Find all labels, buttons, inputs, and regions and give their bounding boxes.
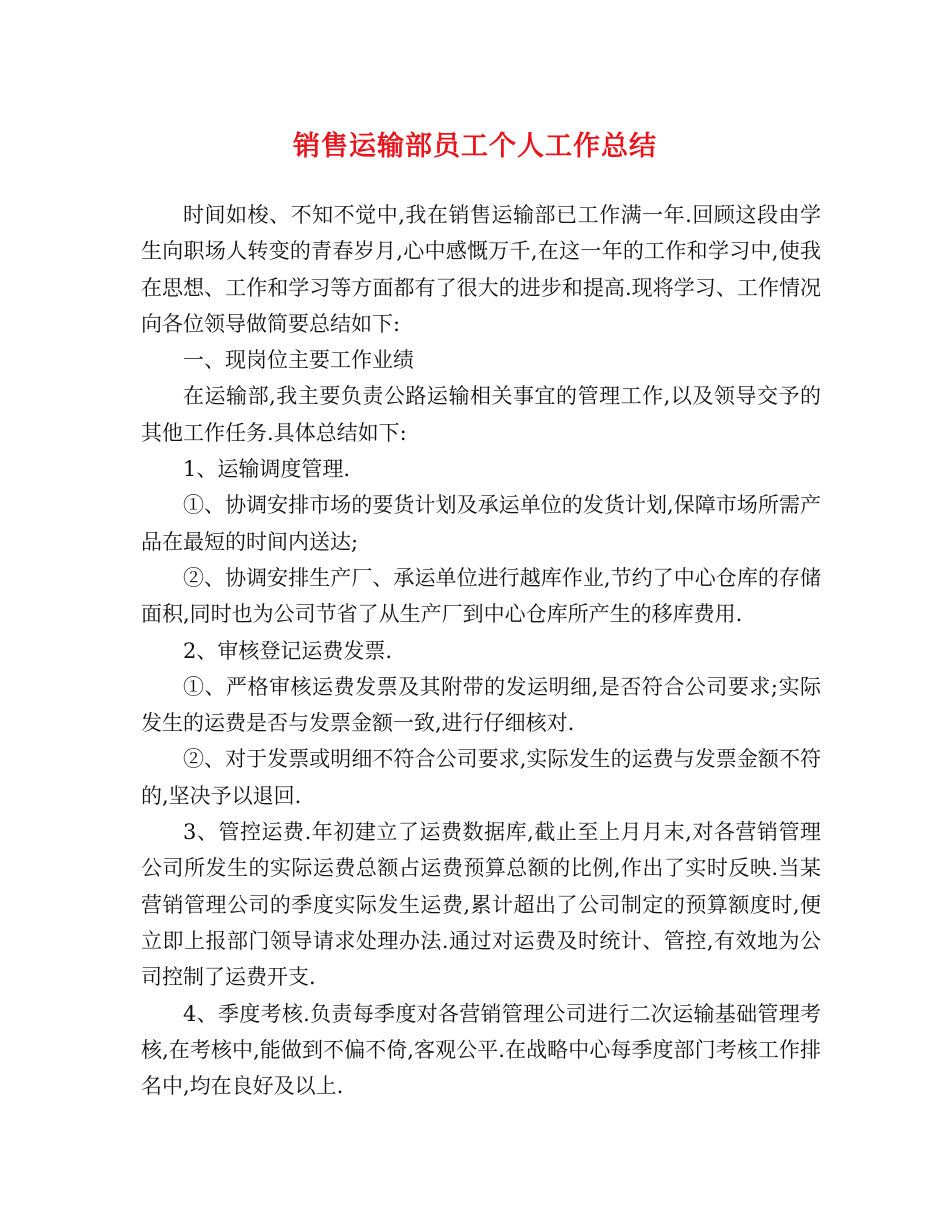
list-item: 4、季度考核.负责每季度对各营销管理公司进行二次运输基础管理考核,在考核中,能做到不偏不倚,客观公平.在战略中心每季度部门考核工作排名中,均在良好及以上. <box>141 1001 821 1099</box>
list-item: ②、对于发票或明细不符合公司要求,实际发生的运费与发票金额不符的,坚决予以退回. <box>141 747 821 808</box>
list-item: ①、严格审核运费发票及其附带的发运明细,是否符合公司要求;实际发生的运费是否与发票金额一致,进行仔细核对. <box>141 674 821 736</box>
list-item: 3、管控运费.年初建立了运费数据库,截止至上月月末,对各营销管理公司所发生的实际运费总额占运费预算总额的比例,作出了实时反映.当某营销管理公司的季度实际发生运费,累计超出了公司制定的预算额度时,便立即上报部门领导请求处理办法.通过对运费及时统计、管控,有效地为公司控制了运费开支. <box>141 820 821 990</box>
document-body <box>141 197 821 1104</box>
list-item: ②、协调安排生产厂、承运单位进行越库作业,节约了中心仓库的存储面积,同时也为公司节省了从生产厂到中心仓库所产生的移库费用. <box>141 565 821 627</box>
intro-paragraph: 时间如梭、不知不觉中,我在销售运输部已工作满一年.回顾这段由学生向职场人转变的青春岁月,心中感慨万千,在这一年的工作和学习中,使我在思想、工作和学习等方面都有了很大的进步和提高.现将学习、工作情况向各位领导做简要总结如下: <box>141 203 821 336</box>
body-paragraph: 在运输部,我主要负责公路运输相关事宜的管理工作,以及领导交予的其他工作任务.具体总结如下: <box>141 384 821 445</box>
section-heading: 一、现岗位主要工作业绩 <box>183 348 414 373</box>
list-item-heading: 2、审核登记运费发票. <box>183 638 393 663</box>
list-item-heading: 1、运输调度管理. <box>183 457 351 482</box>
document-title: 销售运输部员工个人工作总结 <box>293 131 657 162</box>
list-item: ①、协调安排市场的要货计划及承运单位的发货计划,保障市场所需产品在最短的时间内送达; <box>141 493 821 554</box>
